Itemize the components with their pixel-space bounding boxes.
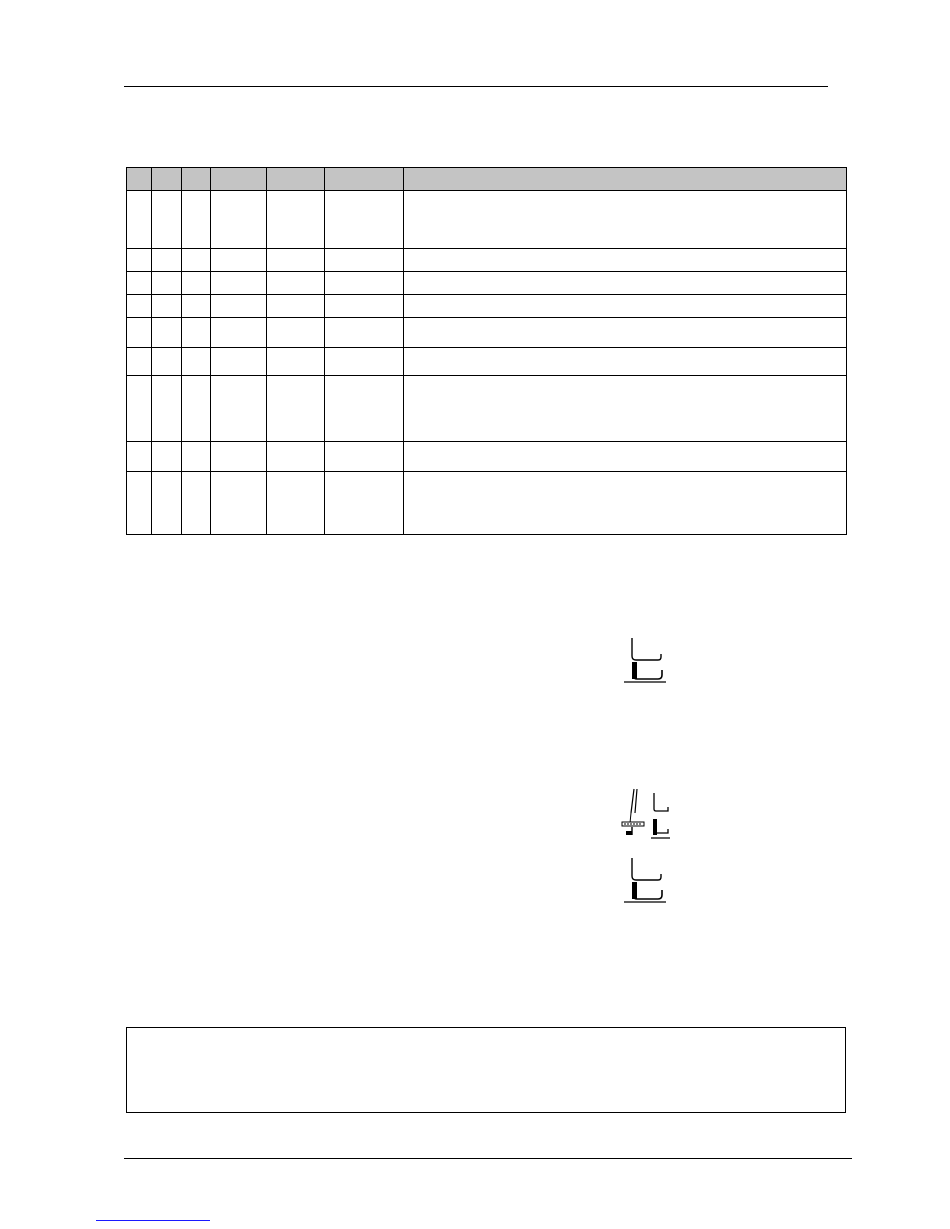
table-row — [127, 318, 847, 348]
footer-link-underline — [96, 1220, 210, 1221]
table-row — [127, 376, 847, 442]
note-box — [126, 1027, 846, 1113]
presser-foot-icon — [620, 636, 670, 684]
footer-rule — [124, 1158, 852, 1159]
presser-foot-icon — [620, 856, 670, 904]
needle-and-presser-foot-icon — [618, 785, 674, 841]
table-row — [127, 348, 847, 376]
table-header-cell — [127, 168, 152, 191]
table-row — [127, 249, 847, 272]
settings-table — [126, 167, 847, 535]
table-row — [127, 191, 847, 249]
table-header-cell — [267, 168, 325, 191]
table-row — [127, 295, 847, 318]
table-row — [127, 442, 847, 472]
table-row — [127, 272, 847, 295]
table-row — [127, 472, 847, 535]
table-header-cell — [211, 168, 267, 191]
table-header-row — [127, 168, 847, 191]
header-rule — [124, 86, 828, 87]
table-header-cell — [404, 168, 847, 191]
table-header-cell — [182, 168, 211, 191]
table-header-cell — [325, 168, 404, 191]
table-header-cell — [152, 168, 182, 191]
